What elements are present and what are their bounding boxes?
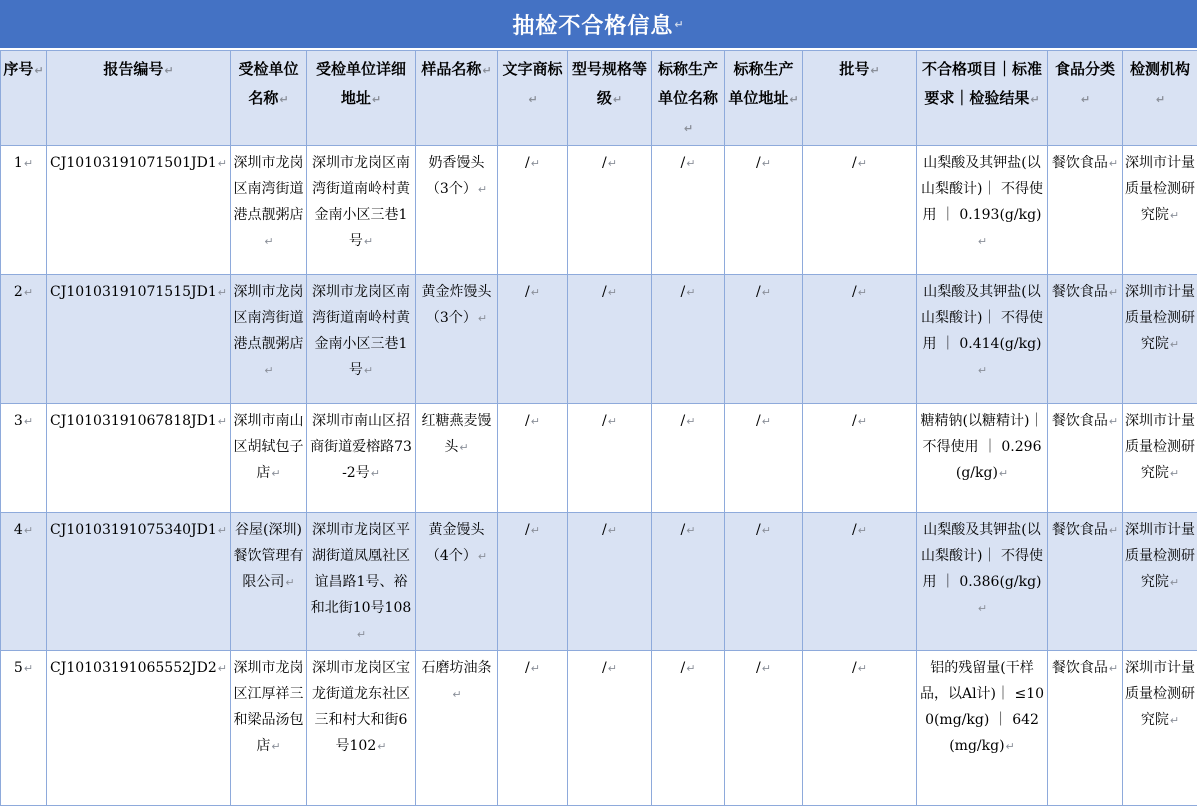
paragraph-mark-icon: ↵ xyxy=(762,415,771,428)
table-header-row xyxy=(1,51,1197,146)
table-cell xyxy=(307,651,416,806)
cell-text: / xyxy=(602,522,607,538)
cell-text: 标称生产单位名称 xyxy=(658,60,718,107)
paragraph-mark-icon: ↵ xyxy=(978,602,987,615)
cell-text: 深圳市龙岗区平湖街道凤凰社区谊昌路1号、裕和北街10号108 xyxy=(311,522,412,616)
paragraph-mark-icon: ↵ xyxy=(459,441,468,454)
paragraph-mark-icon: ↵ xyxy=(608,524,617,537)
table-cell xyxy=(652,275,725,404)
inspection-results-table xyxy=(0,50,1197,806)
paragraph-mark-icon: ↵ xyxy=(674,18,684,31)
paragraph-mark-icon: ↵ xyxy=(24,157,33,170)
table-cell xyxy=(498,651,568,806)
cell-text: 1 xyxy=(14,155,23,171)
table-cell xyxy=(803,513,917,651)
paragraph-mark-icon: ↵ xyxy=(372,93,381,106)
table-cell xyxy=(307,513,416,651)
paragraph-mark-icon: ↵ xyxy=(1170,714,1179,727)
cell-text: 受检单位名称 xyxy=(238,60,298,107)
cell-text: / xyxy=(756,413,761,429)
cell-text: 山梨酸及其钾盐(以山梨酸计)｜ 不得使用 ｜ 0.193(g/kg) xyxy=(921,155,1043,223)
paragraph-mark-icon: ↵ xyxy=(364,235,373,248)
paragraph-mark-icon: ↵ xyxy=(1109,157,1118,170)
table-cell xyxy=(416,404,498,513)
column-header xyxy=(803,51,917,146)
column-header xyxy=(1123,51,1197,146)
paragraph-mark-icon: ↵ xyxy=(608,662,617,675)
table-cell xyxy=(47,651,231,806)
paragraph-mark-icon: ↵ xyxy=(608,415,617,428)
cell-text: 深圳市南山区招商街道爱榕路73-2号 xyxy=(310,413,412,481)
table-cell xyxy=(803,275,917,404)
column-header xyxy=(231,51,307,146)
paragraph-mark-icon: ↵ xyxy=(1109,286,1118,299)
paragraph-mark-icon: ↵ xyxy=(271,740,280,753)
paragraph-mark-icon: ↵ xyxy=(686,286,695,299)
cell-text: / xyxy=(681,155,686,171)
cell-text: 奶香馒头（3个） xyxy=(426,155,485,197)
cell-text: / xyxy=(756,660,761,676)
cell-text: 谷屋(深圳)餐饮管理有限公司 xyxy=(234,522,304,590)
cell-text: 铝的残留量(干样品，以Al计)｜ ≤100(mg/kg) ｜ 642(mg/kg) xyxy=(920,660,1044,754)
table-cell xyxy=(47,513,231,651)
cell-text: / xyxy=(525,284,530,300)
column-header xyxy=(47,51,231,146)
cell-text: 深圳市龙岗区江厚祥三和梁品汤包店 xyxy=(234,660,304,754)
table-cell xyxy=(1,275,47,404)
paragraph-mark-icon: ↵ xyxy=(271,467,280,480)
column-header xyxy=(416,51,498,146)
cell-text: 序号 xyxy=(3,60,33,78)
table-cell xyxy=(416,146,498,275)
cell-text: 餐饮食品 xyxy=(1052,155,1108,171)
cell-text: 深圳市计量质量检测研究院 xyxy=(1125,522,1195,590)
table-cell xyxy=(231,404,307,513)
cell-text: / xyxy=(681,522,686,538)
paragraph-mark-icon: ↵ xyxy=(608,286,617,299)
cell-text: CJ10103191067818JD1 xyxy=(50,413,217,429)
column-header xyxy=(498,51,568,146)
cell-text: 餐饮食品 xyxy=(1052,522,1108,538)
cell-text: / xyxy=(852,660,857,676)
paragraph-mark-icon: ↵ xyxy=(364,364,373,377)
paragraph-mark-icon: ↵ xyxy=(999,467,1008,480)
paragraph-mark-icon: ↵ xyxy=(978,235,987,248)
cell-text: 食品分类 xyxy=(1055,60,1115,78)
table-cell xyxy=(231,651,307,806)
table-cell xyxy=(498,146,568,275)
cell-text: 深圳市南山区胡轼包子店 xyxy=(234,413,304,481)
table-cell xyxy=(917,651,1048,806)
table-cell xyxy=(1,651,47,806)
paragraph-mark-icon: ↵ xyxy=(762,662,771,675)
paragraph-mark-icon: ↵ xyxy=(686,662,695,675)
table-cell xyxy=(1123,513,1197,651)
table-cell xyxy=(568,651,652,806)
cell-text: 山梨酸及其钾盐(以山梨酸计)｜ 不得使用 ｜ 0.386(g/kg) xyxy=(921,522,1043,590)
table-cell xyxy=(47,146,231,275)
cell-text: / xyxy=(756,522,761,538)
cell-text: 批号 xyxy=(839,60,869,78)
cell-text: 餐饮食品 xyxy=(1052,660,1108,676)
paragraph-mark-icon: ↵ xyxy=(218,415,227,428)
table-cell xyxy=(917,275,1048,404)
paragraph-mark-icon: ↵ xyxy=(858,662,867,675)
table-cell xyxy=(652,651,725,806)
paragraph-mark-icon: ↵ xyxy=(1170,467,1179,480)
table-cell xyxy=(498,513,568,651)
paragraph-mark-icon: ↵ xyxy=(858,286,867,299)
table-cell xyxy=(568,275,652,404)
cell-text: / xyxy=(602,155,607,171)
paragraph-mark-icon: ↵ xyxy=(762,157,771,170)
table-cell xyxy=(803,404,917,513)
cell-text: 黄金炸馒头（3个） xyxy=(422,284,492,326)
column-header xyxy=(1,51,47,146)
paragraph-mark-icon: ↵ xyxy=(1109,524,1118,537)
paragraph-mark-icon: ↵ xyxy=(686,415,695,428)
table-cell xyxy=(1123,275,1197,404)
cell-text: CJ10103191065552JD2 xyxy=(50,660,217,676)
table-cell xyxy=(307,275,416,404)
paragraph-mark-icon: ↵ xyxy=(34,64,43,77)
column-header xyxy=(1048,51,1123,146)
cell-text: 深圳市龙岗区南湾街道南岭村黄金南小区三巷1号 xyxy=(312,284,410,378)
paragraph-mark-icon: ↵ xyxy=(1109,415,1118,428)
column-header xyxy=(652,51,725,146)
cell-text: / xyxy=(525,413,530,429)
cell-text: 深圳市计量质量检测研究院 xyxy=(1125,155,1195,223)
table-row xyxy=(1,651,1197,806)
cell-text: / xyxy=(852,522,857,538)
paragraph-mark-icon: ↵ xyxy=(1156,93,1165,106)
cell-text: / xyxy=(602,284,607,300)
table-cell xyxy=(498,275,568,404)
cell-text: 4 xyxy=(14,522,23,538)
paragraph-mark-icon: ↵ xyxy=(531,524,540,537)
cell-text: 深圳市计量质量检测研究院 xyxy=(1125,284,1195,352)
cell-text: / xyxy=(756,284,761,300)
cell-text: 受检单位详细地址 xyxy=(316,60,406,107)
paragraph-mark-icon: ↵ xyxy=(858,415,867,428)
cell-text: / xyxy=(602,660,607,676)
cell-text: 不合格项目｜标准要求｜检验结果 xyxy=(922,60,1042,107)
paragraph-mark-icon: ↵ xyxy=(528,93,537,106)
cell-text: / xyxy=(852,284,857,300)
table-cell xyxy=(231,146,307,275)
table-cell xyxy=(231,275,307,404)
table-cell xyxy=(1048,275,1123,404)
paragraph-mark-icon: ↵ xyxy=(218,157,227,170)
cell-text: 样品名称 xyxy=(421,60,481,78)
table-cell xyxy=(1048,146,1123,275)
cell-text: 石磨坊油条 xyxy=(422,660,492,676)
cell-text: / xyxy=(525,522,530,538)
paragraph-mark-icon: ↵ xyxy=(613,93,622,106)
paragraph-mark-icon: ↵ xyxy=(264,235,273,248)
table-row xyxy=(1,404,1197,513)
cell-text: 深圳市龙岗区南湾街道港点靓粥店 xyxy=(234,284,304,352)
paragraph-mark-icon: ↵ xyxy=(264,364,273,377)
paragraph-mark-icon: ↵ xyxy=(762,286,771,299)
paragraph-mark-icon: ↵ xyxy=(218,662,227,675)
paragraph-mark-icon: ↵ xyxy=(478,183,487,196)
cell-text: 红糖燕麦馒头 xyxy=(422,413,492,455)
cell-text: 深圳市龙岗区宝龙街道龙东社区三和村大和街6号102 xyxy=(312,660,410,754)
table-cell xyxy=(725,275,803,404)
table-cell xyxy=(652,404,725,513)
table-cell xyxy=(652,146,725,275)
paragraph-mark-icon: ↵ xyxy=(357,628,366,641)
paragraph-mark-icon: ↵ xyxy=(1030,93,1039,106)
paragraph-mark-icon: ↵ xyxy=(531,286,540,299)
table-cell xyxy=(725,651,803,806)
cell-text: 黄金馒头（4个） xyxy=(426,522,485,564)
cell-text: 深圳市龙岗区南湾街道南岭村黄金南小区三巷1号 xyxy=(312,155,410,249)
cell-text: 深圳市龙岗区南湾街道港点靓粥店 xyxy=(234,155,304,223)
table-row xyxy=(1,146,1197,275)
cell-text: / xyxy=(525,155,530,171)
table-title: 抽检不合格信息 xyxy=(512,9,673,40)
table-cell xyxy=(803,651,917,806)
paragraph-mark-icon: ↵ xyxy=(684,122,693,135)
paragraph-mark-icon: ↵ xyxy=(371,467,380,480)
table-cell xyxy=(568,146,652,275)
cell-text: 3 xyxy=(14,413,23,429)
table-cell xyxy=(917,513,1048,651)
table-row xyxy=(1,275,1197,404)
table-title-bar xyxy=(0,0,1197,48)
table-cell xyxy=(231,513,307,651)
cell-text: 文字商标 xyxy=(502,60,562,78)
paragraph-mark-icon: ↵ xyxy=(285,576,294,589)
paragraph-mark-icon: ↵ xyxy=(1170,338,1179,351)
cell-text: 型号规格等级 xyxy=(572,60,647,107)
paragraph-mark-icon: ↵ xyxy=(686,157,695,170)
cell-text: 山梨酸及其钾盐(以山梨酸计)｜ 不得使用 ｜ 0.414(g/kg) xyxy=(921,284,1043,352)
cell-text: 餐饮食品 xyxy=(1052,413,1108,429)
table-cell xyxy=(803,146,917,275)
cell-text: CJ10103191071501JD1 xyxy=(50,155,217,171)
paragraph-mark-icon: ↵ xyxy=(686,524,695,537)
cell-text: 2 xyxy=(14,284,23,300)
paragraph-mark-icon: ↵ xyxy=(531,157,540,170)
paragraph-mark-icon: ↵ xyxy=(218,286,227,299)
paragraph-mark-icon: ↵ xyxy=(608,157,617,170)
paragraph-mark-icon: ↵ xyxy=(1109,662,1118,675)
paragraph-mark-icon: ↵ xyxy=(24,415,33,428)
table-cell xyxy=(47,404,231,513)
cell-text: / xyxy=(681,660,686,676)
table-cell xyxy=(1123,146,1197,275)
cell-text: / xyxy=(525,660,530,676)
table-cell xyxy=(1,146,47,275)
column-header xyxy=(917,51,1048,146)
cell-text: / xyxy=(756,155,761,171)
cell-text: 标称生产单位地址 xyxy=(728,60,793,107)
paragraph-mark-icon: ↵ xyxy=(1170,209,1179,222)
cell-text: / xyxy=(681,413,686,429)
table-cell xyxy=(1048,404,1123,513)
paragraph-mark-icon: ↵ xyxy=(531,662,540,675)
paragraph-mark-icon: ↵ xyxy=(24,662,33,675)
paragraph-mark-icon: ↵ xyxy=(452,688,461,701)
cell-text: 检测机构 xyxy=(1130,60,1190,78)
cell-text: 深圳市计量质量检测研究院 xyxy=(1125,660,1195,728)
table-cell xyxy=(1123,404,1197,513)
table-cell xyxy=(725,513,803,651)
column-header xyxy=(568,51,652,146)
paragraph-mark-icon: ↵ xyxy=(1170,576,1179,589)
table-cell xyxy=(416,651,498,806)
paragraph-mark-icon: ↵ xyxy=(1006,740,1015,753)
paragraph-mark-icon: ↵ xyxy=(789,93,798,106)
table-cell xyxy=(307,404,416,513)
table-cell xyxy=(917,404,1048,513)
paragraph-mark-icon: ↵ xyxy=(24,286,33,299)
table-cell xyxy=(568,404,652,513)
paragraph-mark-icon: ↵ xyxy=(482,64,491,77)
cell-text: 5 xyxy=(14,660,23,676)
cell-text: CJ10103191075340JD1 xyxy=(50,522,217,538)
paragraph-mark-icon: ↵ xyxy=(279,93,288,106)
cell-text: 深圳市计量质量检测研究院 xyxy=(1125,413,1195,481)
paragraph-mark-icon: ↵ xyxy=(164,64,173,77)
table-cell xyxy=(416,513,498,651)
table-cell xyxy=(307,146,416,275)
column-header xyxy=(307,51,416,146)
cell-text: 报告编号 xyxy=(103,60,163,78)
column-header xyxy=(725,51,803,146)
paragraph-mark-icon: ↵ xyxy=(1081,93,1090,106)
paragraph-mark-icon: ↵ xyxy=(762,524,771,537)
table-row xyxy=(1,513,1197,651)
table-cell xyxy=(917,146,1048,275)
paragraph-mark-icon: ↵ xyxy=(531,415,540,428)
table-cell xyxy=(47,275,231,404)
cell-text: 餐饮食品 xyxy=(1052,284,1108,300)
cell-text: CJ10103191071515JD1 xyxy=(50,284,217,300)
table-cell xyxy=(568,513,652,651)
table-cell xyxy=(725,404,803,513)
paragraph-mark-icon: ↵ xyxy=(24,524,33,537)
table-cell xyxy=(1123,651,1197,806)
paragraph-mark-icon: ↵ xyxy=(858,157,867,170)
table-cell xyxy=(1048,513,1123,651)
paragraph-mark-icon: ↵ xyxy=(858,524,867,537)
cell-text: / xyxy=(602,413,607,429)
table-cell xyxy=(1,404,47,513)
paragraph-mark-icon: ↵ xyxy=(478,312,487,325)
cell-text: / xyxy=(852,155,857,171)
cell-text: 糖精钠(以糖精计)｜ 不得使用 ｜ 0.296(g/kg) xyxy=(921,413,1044,481)
table-cell xyxy=(1,513,47,651)
cell-text: / xyxy=(681,284,686,300)
table-cell xyxy=(498,404,568,513)
table-cell xyxy=(725,146,803,275)
paragraph-mark-icon: ↵ xyxy=(218,524,227,537)
paragraph-mark-icon: ↵ xyxy=(978,364,987,377)
table-cell xyxy=(652,513,725,651)
table-cell xyxy=(1048,651,1123,806)
paragraph-mark-icon: ↵ xyxy=(478,550,487,563)
paragraph-mark-icon: ↵ xyxy=(377,740,386,753)
paragraph-mark-icon: ↵ xyxy=(870,64,879,77)
cell-text: / xyxy=(852,413,857,429)
table-cell xyxy=(416,275,498,404)
